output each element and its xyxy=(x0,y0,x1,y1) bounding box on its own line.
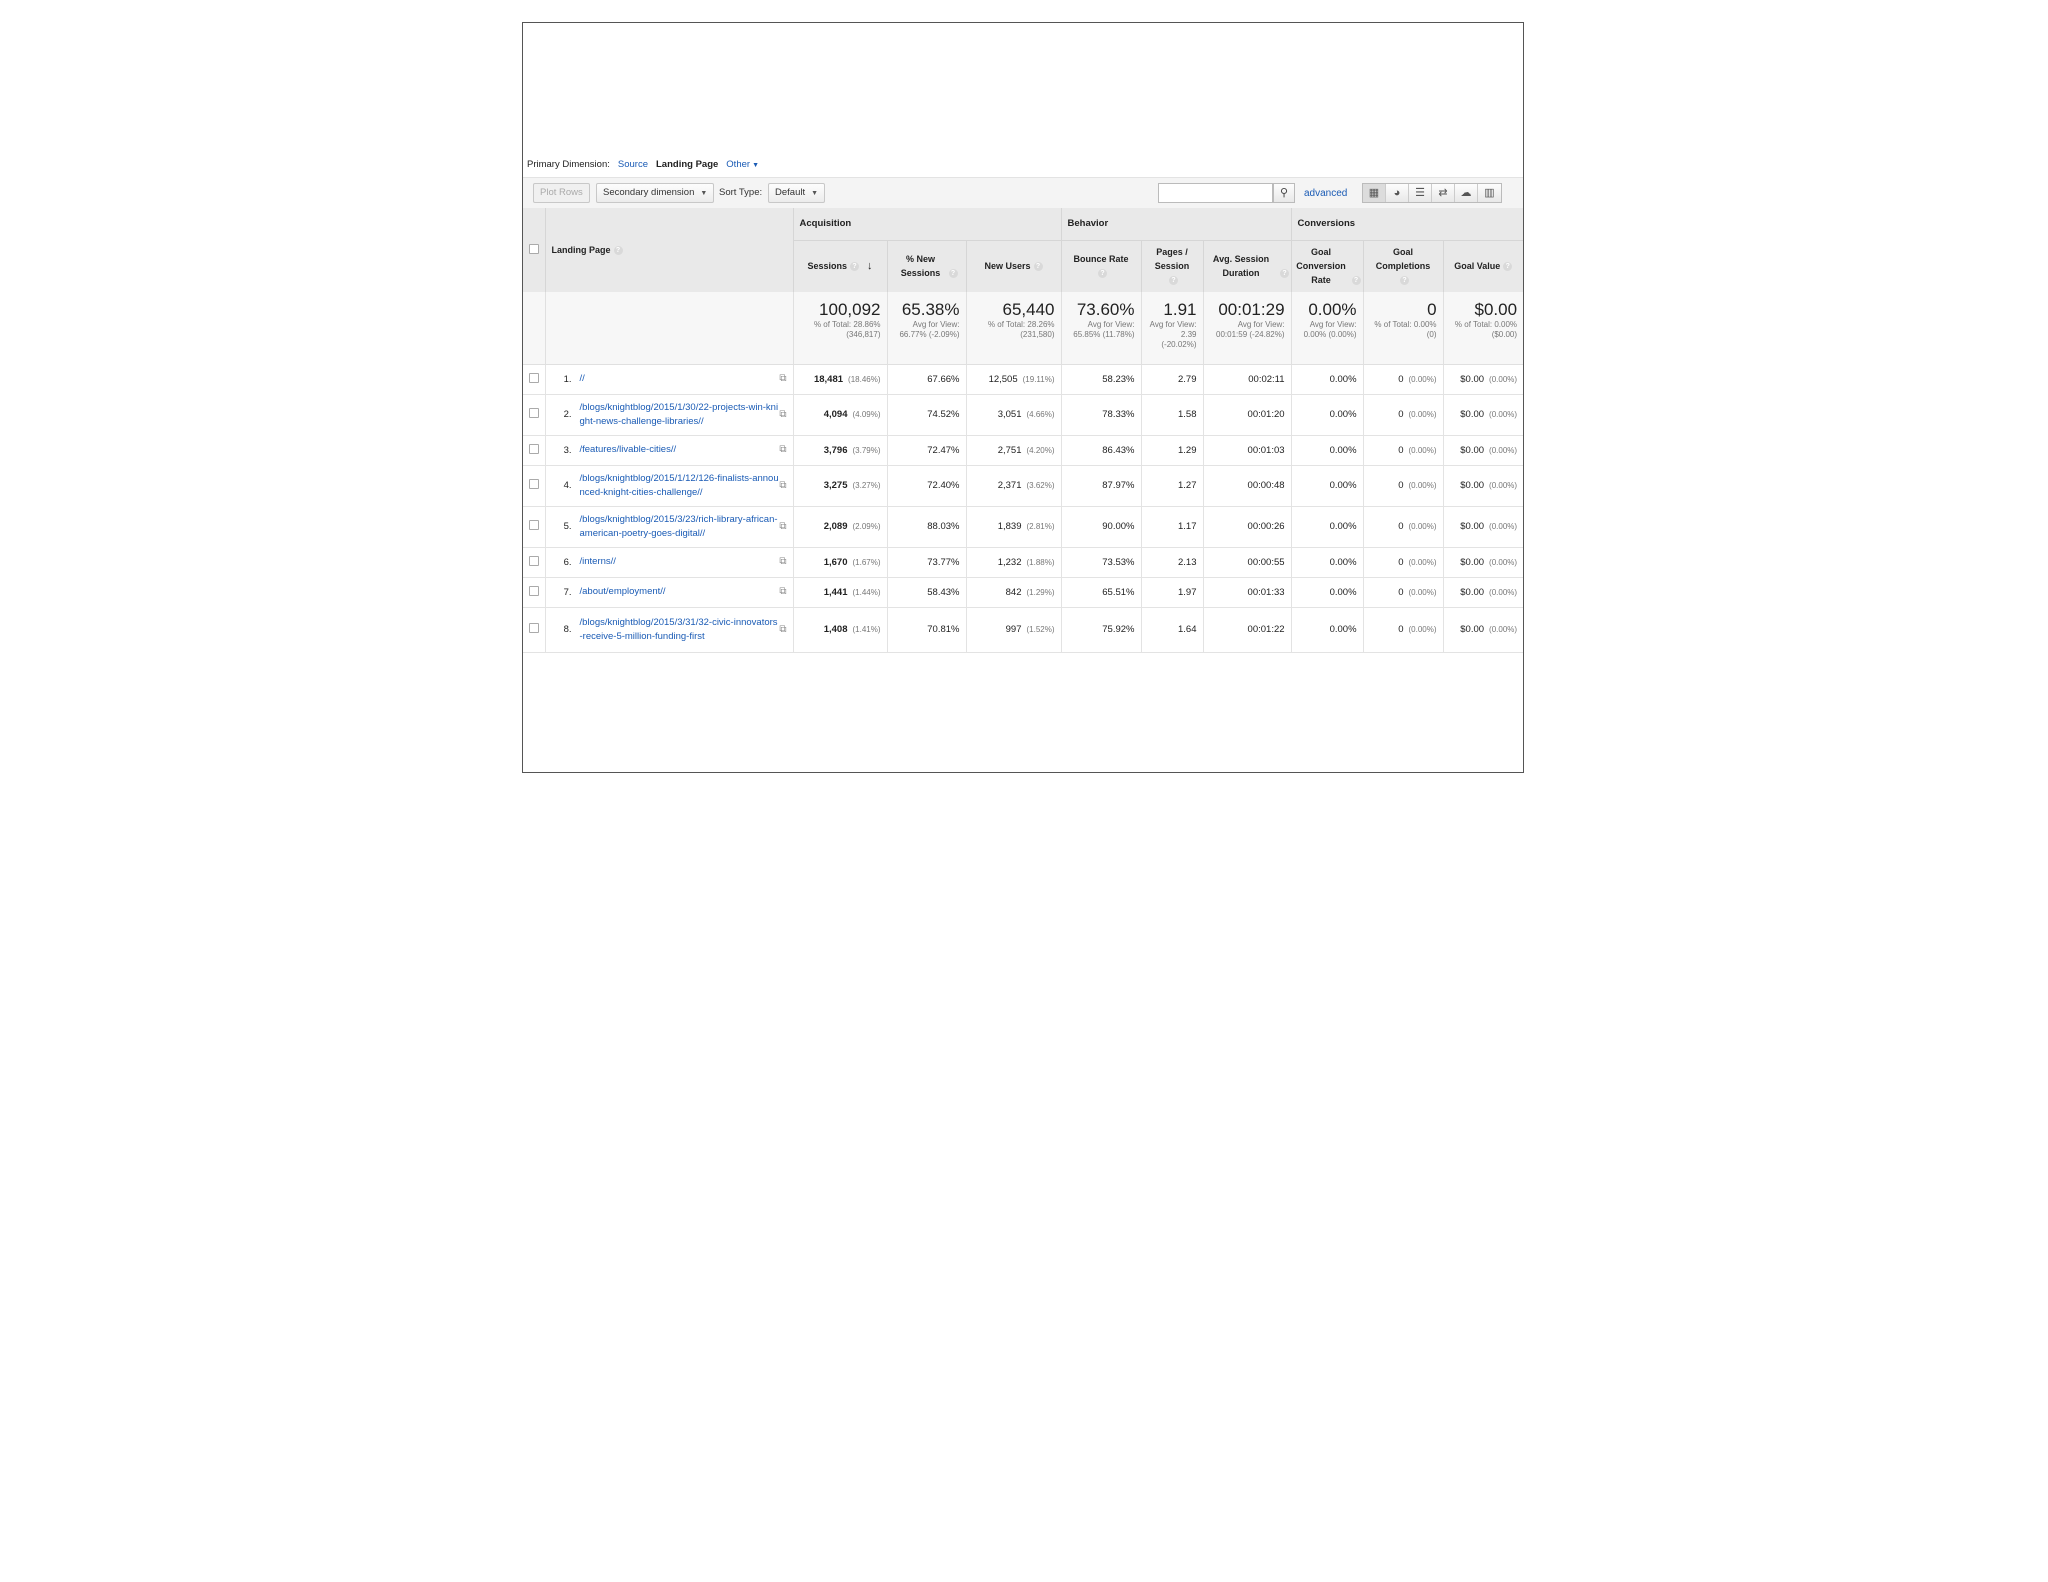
new-sessions-cell: 73.77% xyxy=(887,547,966,577)
goal-completions-value: 0 xyxy=(1398,409,1404,420)
goal-completions-cell xyxy=(1363,607,1443,652)
table-view-icon[interactable]: ▦ xyxy=(1363,184,1386,202)
row-checkbox[interactable] xyxy=(529,586,539,596)
goal-completions-cell xyxy=(1363,435,1443,465)
col-sessions-label: Sessions xyxy=(807,261,848,272)
totals-row xyxy=(523,292,1523,364)
help-icon[interactable]: ? xyxy=(949,269,958,278)
total-sub: % of Total: 28.26% (231,580) xyxy=(987,320,1055,339)
row-checkbox[interactable] xyxy=(529,408,539,418)
goal-completions-value: 0 xyxy=(1398,586,1404,598)
row-index: 1. xyxy=(563,373,572,385)
bounce-rate-cell: 87.97% xyxy=(1061,465,1141,506)
sessions-cell xyxy=(793,506,887,547)
row-checkbox-cell xyxy=(523,465,545,506)
new-users-cell xyxy=(966,394,1061,435)
pages-session-cell: 2.79 xyxy=(1141,364,1203,394)
external-link-icon[interactable]: ⧉ xyxy=(779,586,787,597)
goal-completions-pct: (0.00%) xyxy=(1408,445,1437,455)
goal-completions-pct: (0.00%) xyxy=(1408,587,1437,597)
new-sessions-cell: 88.03% xyxy=(887,506,966,547)
goal-completions-cell xyxy=(1363,506,1443,547)
sessions-cell xyxy=(793,607,887,652)
col-sessions[interactable] xyxy=(793,240,887,292)
comparison-view-icon[interactable]: ⇄ xyxy=(1432,184,1455,202)
col-avg-duration[interactable] xyxy=(1203,240,1291,292)
help-icon[interactable]: ? xyxy=(1169,276,1178,285)
landing-page-cell xyxy=(545,607,793,652)
group-behavior: Behavior xyxy=(1061,208,1291,240)
new-users-pct: (4.20%) xyxy=(1026,445,1055,455)
avg-duration-cell: 00:00:55 xyxy=(1203,547,1291,577)
row-checkbox[interactable] xyxy=(529,623,539,633)
col-bounce-rate-label: Bounce Rate xyxy=(1073,254,1129,265)
table-search-input[interactable] xyxy=(1158,183,1273,203)
dimension-other-dropdown[interactable] xyxy=(726,159,759,170)
search-button[interactable] xyxy=(1273,183,1295,203)
goal-value-cell xyxy=(1443,607,1523,652)
goal-value-pct: (0.00%) xyxy=(1489,522,1518,531)
total-goal-conversion-rate xyxy=(1291,292,1363,364)
new-users-cell xyxy=(966,435,1061,465)
col-goal-value[interactable] xyxy=(1443,240,1523,292)
new-users-cell xyxy=(966,364,1061,394)
new-users-value: 3,051 xyxy=(997,409,1022,420)
total-value: 65.38% xyxy=(901,300,960,319)
goal-value-cell xyxy=(1443,394,1523,435)
report-table xyxy=(523,208,1523,653)
external-link-icon[interactable]: ⧉ xyxy=(779,373,787,384)
col-goal-completions[interactable] xyxy=(1363,240,1443,292)
goal-value-cell xyxy=(1443,547,1523,577)
new-users-value: 2,751 xyxy=(997,444,1022,456)
row-checkbox-cell xyxy=(523,364,545,394)
sessions-value: 3,275 xyxy=(823,480,848,491)
landing-page-link[interactable]: /interns// xyxy=(579,556,616,567)
goal-completions-pct: (0.00%) xyxy=(1408,410,1437,419)
pages-session-cell: 1.27 xyxy=(1141,465,1203,506)
row-checkbox-cell xyxy=(523,394,545,435)
goal-conversion-rate-cell: 0.00% xyxy=(1291,435,1363,465)
col-goal-completions-label: Goal Completions xyxy=(1375,247,1431,272)
sessions-pct: (3.79%) xyxy=(852,445,881,455)
goal-conversion-rate-cell: 0.00% xyxy=(1291,506,1363,547)
avg-duration-cell: 00:00:26 xyxy=(1203,506,1291,547)
pages-session-cell: 1.29 xyxy=(1141,435,1203,465)
goal-value-value: $0.00 xyxy=(1460,373,1485,385)
totals-spacer xyxy=(523,292,545,364)
row-checkbox-cell xyxy=(523,506,545,547)
new-users-pct: (1.88%) xyxy=(1026,557,1055,567)
total-sub: Avg for View: 65.85% (11.78%) xyxy=(1073,320,1135,339)
col-new-users[interactable] xyxy=(966,240,1061,292)
goal-value-value: $0.00 xyxy=(1460,586,1485,598)
avg-duration-cell: 00:01:20 xyxy=(1203,394,1291,435)
goal-conversion-rate-cell: 0.00% xyxy=(1291,547,1363,577)
total-value: 0 xyxy=(1427,300,1437,319)
group-acquisition: Acquisition xyxy=(793,208,1061,240)
goal-value-cell xyxy=(1443,435,1523,465)
row-index: 5. xyxy=(563,521,572,532)
sort-type-dropdown[interactable] xyxy=(768,183,825,203)
new-users-value: 842 xyxy=(1005,586,1022,598)
goal-value-pct: (0.00%) xyxy=(1489,410,1518,419)
select-all-checkbox[interactable] xyxy=(529,244,539,254)
row-checkbox-cell xyxy=(523,435,545,465)
total-sub: Avg for View: 66.77% (-2.09%) xyxy=(899,320,960,339)
goal-value-cell xyxy=(1443,465,1523,506)
col-new-sessions-label: % New Sessions xyxy=(900,254,941,279)
new-users-cell xyxy=(966,547,1061,577)
landing-page-header[interactable] xyxy=(545,208,793,292)
avg-duration-cell: 00:00:48 xyxy=(1203,465,1291,506)
new-users-value: 997 xyxy=(1005,624,1022,635)
row-checkbox-cell xyxy=(523,577,545,607)
goal-completions-value: 0 xyxy=(1398,373,1404,385)
report-toolbar xyxy=(523,177,1523,208)
total-avg-duration xyxy=(1203,292,1291,364)
col-goal-value-label: Goal Value xyxy=(1454,261,1501,272)
goal-completions-cell xyxy=(1363,364,1443,394)
help-icon[interactable]: ? xyxy=(1400,276,1409,285)
sessions-cell xyxy=(793,364,887,394)
landing-page-cell xyxy=(545,547,793,577)
primary-dimension-label: Primary Dimension: xyxy=(527,159,610,170)
table-row xyxy=(523,607,1523,652)
bounce-rate-cell: 65.51% xyxy=(1061,577,1141,607)
total-value: $0.00 xyxy=(1474,300,1518,319)
goal-completions-pct: (0.00%) xyxy=(1408,522,1437,531)
primary-dimension-bar xyxy=(527,159,759,170)
external-link-icon[interactable]: ⧉ xyxy=(779,479,787,491)
new-users-pct: (1.52%) xyxy=(1026,625,1055,634)
total-value: 100,092 xyxy=(819,300,881,319)
sessions-pct: (18.46%) xyxy=(848,374,881,384)
goal-completions-value: 0 xyxy=(1398,556,1404,568)
avg-duration-cell: 00:01:33 xyxy=(1203,577,1291,607)
pages-session-cell: 1.97 xyxy=(1141,577,1203,607)
landing-page-cell xyxy=(545,435,793,465)
sessions-value: 18,481 xyxy=(813,373,844,385)
new-users-pct: (3.62%) xyxy=(1026,481,1055,490)
bounce-rate-cell: 73.53% xyxy=(1061,547,1141,577)
sort-desc-icon: ↓ xyxy=(867,260,873,273)
secondary-dimension-label: Secondary dimension xyxy=(603,187,695,198)
goal-value-value: $0.00 xyxy=(1460,409,1485,420)
help-icon[interactable]: ? xyxy=(850,262,859,271)
new-sessions-cell: 72.47% xyxy=(887,435,966,465)
sessions-pct: (1.41%) xyxy=(852,625,881,634)
sessions-value: 1,441 xyxy=(823,586,848,598)
goal-value-value: $0.00 xyxy=(1460,444,1485,456)
new-users-cell xyxy=(966,607,1061,652)
table-row xyxy=(523,364,1523,394)
term-cloud-icon[interactable]: ☁ xyxy=(1455,184,1478,202)
sort-type-value: Default xyxy=(775,187,806,198)
help-icon[interactable]: ? xyxy=(1503,262,1512,271)
chevron-down-icon: ▼ xyxy=(752,162,759,169)
goal-conversion-rate-cell: 0.00% xyxy=(1291,577,1363,607)
goal-completions-cell xyxy=(1363,577,1443,607)
total-sub: % of Total: 0.00% ($0.00) xyxy=(1454,320,1518,339)
goal-completions-value: 0 xyxy=(1398,444,1404,456)
goal-completions-cell xyxy=(1363,547,1443,577)
goal-conversion-rate-cell: 0.00% xyxy=(1291,607,1363,652)
view-switcher xyxy=(1362,183,1502,203)
goal-value-cell xyxy=(1443,577,1523,607)
row-checkbox[interactable] xyxy=(529,373,539,383)
pages-session-cell: 2.13 xyxy=(1141,547,1203,577)
row-checkbox[interactable] xyxy=(529,520,539,530)
sessions-pct: (1.67%) xyxy=(852,557,881,567)
new-sessions-cell: 70.81% xyxy=(887,607,966,652)
goal-conversion-rate-cell: 0.00% xyxy=(1291,364,1363,394)
total-sub: Avg for View: 0.00% (0.00%) xyxy=(1303,320,1357,339)
goal-value-value: $0.00 xyxy=(1460,556,1485,568)
table-row xyxy=(523,435,1523,465)
total-goal-value xyxy=(1443,292,1523,364)
bounce-rate-cell: 75.92% xyxy=(1061,607,1141,652)
dimension-source-link[interactable]: Source xyxy=(617,159,648,170)
goal-value-pct: (0.00%) xyxy=(1489,587,1518,597)
row-index: 7. xyxy=(563,586,572,598)
col-bounce-rate[interactable] xyxy=(1061,240,1141,292)
pivot-view-icon[interactable]: ▥ xyxy=(1484,187,1495,199)
external-link-icon[interactable]: ⧉ xyxy=(779,444,787,455)
pages-session-cell: 1.58 xyxy=(1141,394,1203,435)
total-sub: % of Total: 28.86% (346,817) xyxy=(813,320,881,339)
goal-value-pct: (0.00%) xyxy=(1489,557,1518,567)
table-row xyxy=(523,465,1523,506)
totals-spacer xyxy=(545,292,793,364)
landing-page-link[interactable]: // xyxy=(579,373,585,384)
new-users-value: 1,232 xyxy=(997,556,1022,568)
help-icon[interactable]: ? xyxy=(1352,276,1361,285)
new-sessions-cell: 67.66% xyxy=(887,364,966,394)
sessions-cell xyxy=(793,394,887,435)
new-users-pct: (2.81%) xyxy=(1026,522,1055,531)
dimension-landing-page[interactable]: Landing Page xyxy=(656,159,719,170)
sessions-pct: (2.09%) xyxy=(852,522,881,531)
avg-duration-cell: 00:01:03 xyxy=(1203,435,1291,465)
advanced-filter-link[interactable]: advanced xyxy=(1304,188,1348,199)
table-row xyxy=(523,394,1523,435)
sessions-value: 1,408 xyxy=(823,624,848,635)
sessions-value: 4,094 xyxy=(823,409,848,420)
bounce-rate-cell: 86.43% xyxy=(1061,435,1141,465)
goal-completions-value: 0 xyxy=(1398,624,1404,635)
total-value: 65,440 xyxy=(1002,300,1055,319)
goal-value-pct: (0.00%) xyxy=(1489,374,1518,384)
landing-page-link[interactable]: /about/employment// xyxy=(579,586,666,597)
goal-value-pct: (0.00%) xyxy=(1489,445,1518,455)
total-bounce-rate xyxy=(1061,292,1141,364)
help-icon[interactable]: ? xyxy=(1280,269,1289,278)
sessions-pct: (4.09%) xyxy=(852,410,881,419)
new-users-pct: (4.66%) xyxy=(1026,410,1055,419)
goal-completions-pct: (0.00%) xyxy=(1408,557,1437,567)
sessions-cell xyxy=(793,547,887,577)
new-users-cell xyxy=(966,577,1061,607)
new-sessions-cell: 72.40% xyxy=(887,465,966,506)
landing-page-link[interactable]: /blogs/knightblog/2015/1/12/126-finalists-announced-knight-cities-challenge// xyxy=(579,472,779,498)
goal-completions-pct: (0.00%) xyxy=(1408,481,1437,490)
landing-page-link[interactable]: /blogs/knightblog/2015/3/31/32-civic-innovators-receive-5-million-funding-first xyxy=(579,616,778,642)
chevron-down-icon: ▼ xyxy=(811,190,819,197)
help-icon[interactable]: ? xyxy=(1034,262,1043,271)
row-checkbox[interactable] xyxy=(529,444,539,454)
new-sessions-cell: 74.52% xyxy=(887,394,966,435)
row-index: 2. xyxy=(563,409,572,420)
total-new-sessions xyxy=(887,292,966,364)
row-index: 4. xyxy=(563,480,572,491)
avg-duration-cell: 00:01:22 xyxy=(1203,607,1291,652)
table-row xyxy=(523,547,1523,577)
landing-page-header-label: Landing Page xyxy=(551,244,611,255)
total-value: 1.91 xyxy=(1163,300,1197,319)
group-conversions: Conversions xyxy=(1291,208,1523,240)
goal-completions-value: 0 xyxy=(1398,521,1404,532)
landing-page-link[interactable]: /blogs/knightblog/2015/3/23/rich-library-african-american-poetry-goes-digital// xyxy=(579,513,778,539)
bounce-rate-cell: 90.00% xyxy=(1061,506,1141,547)
new-sessions-cell: 58.43% xyxy=(887,577,966,607)
sessions-value: 2,089 xyxy=(823,521,848,532)
col-goal-conversion-rate-label: Goal Conversion Rate xyxy=(1296,247,1346,286)
total-value: 73.60% xyxy=(1076,300,1135,319)
total-value: 0.00% xyxy=(1308,300,1357,319)
new-users-value: 12,505 xyxy=(988,373,1018,385)
col-avg-duration-label: Avg. Session Duration xyxy=(1212,254,1270,279)
total-pages-session xyxy=(1141,292,1203,364)
row-checkbox-cell xyxy=(523,607,545,652)
sessions-value: 3,796 xyxy=(823,444,848,456)
goal-conversion-rate-cell: 0.00% xyxy=(1291,465,1363,506)
col-pages-session-label: Pages / Session xyxy=(1154,247,1190,272)
goal-value-value: $0.00 xyxy=(1460,624,1485,635)
bounce-rate-cell: 78.33% xyxy=(1061,394,1141,435)
bar-view-icon[interactable]: ☰ xyxy=(1409,184,1432,202)
sort-type-label: Sort Type: xyxy=(719,187,763,198)
landing-page-cell xyxy=(545,577,793,607)
row-checkbox[interactable] xyxy=(529,479,539,489)
external-link-icon[interactable]: ⧉ xyxy=(779,520,787,532)
row-index: 3. xyxy=(563,444,572,456)
goal-completions-pct: (0.00%) xyxy=(1408,625,1437,634)
help-icon[interactable]: ? xyxy=(614,246,623,255)
row-checkbox[interactable] xyxy=(529,556,539,566)
search-icon: ⚲ xyxy=(1279,187,1289,199)
landing-page-cell xyxy=(545,364,793,394)
goal-completions-value: 0 xyxy=(1398,480,1404,491)
col-pages-session[interactable] xyxy=(1141,240,1203,292)
new-users-pct: (19.11%) xyxy=(1022,374,1055,384)
help-icon[interactable]: ? xyxy=(1098,269,1107,278)
row-index: 6. xyxy=(563,556,572,568)
chevron-down-icon: ▼ xyxy=(700,190,708,197)
table-row xyxy=(523,577,1523,607)
col-goal-conversion-rate[interactable] xyxy=(1291,240,1363,292)
external-link-icon[interactable]: ⧉ xyxy=(779,623,787,635)
total-value: 00:01:29 xyxy=(1218,300,1285,319)
col-new-sessions[interactable] xyxy=(887,240,966,292)
goal-value-pct: (0.00%) xyxy=(1489,625,1518,634)
table-row xyxy=(523,506,1523,547)
report-frame xyxy=(522,22,1524,773)
sessions-cell xyxy=(793,577,887,607)
new-users-value: 1,839 xyxy=(997,521,1022,532)
goal-value-cell xyxy=(1443,506,1523,547)
external-link-icon[interactable]: ⧉ xyxy=(779,408,787,420)
goal-completions-cell xyxy=(1363,465,1443,506)
pages-session-cell: 1.64 xyxy=(1141,607,1203,652)
landing-page-cell xyxy=(545,465,793,506)
bounce-rate-cell: 58.23% xyxy=(1061,364,1141,394)
secondary-dimension-dropdown[interactable] xyxy=(596,183,714,203)
goal-completions-pct: (0.00%) xyxy=(1408,374,1437,384)
avg-duration-cell: 00:02:11 xyxy=(1203,364,1291,394)
row-checkbox-cell xyxy=(523,547,545,577)
col-new-users-label: New Users xyxy=(984,261,1031,272)
new-users-cell xyxy=(966,506,1061,547)
sessions-cell xyxy=(793,435,887,465)
landing-page-link[interactable]: /blogs/knightblog/2015/1/30/22-projects-win-knight-news-challenge-libraries// xyxy=(579,401,779,427)
total-new-users xyxy=(966,292,1061,364)
sessions-value: 1,670 xyxy=(823,556,848,568)
new-users-value: 2,371 xyxy=(997,480,1022,491)
new-users-pct: (1.29%) xyxy=(1026,587,1055,597)
goal-value-pct: (0.00%) xyxy=(1489,481,1518,490)
new-users-cell xyxy=(966,465,1061,506)
goal-completions-cell xyxy=(1363,394,1443,435)
total-sessions xyxy=(793,292,887,364)
total-sub: Avg for View: 2.39 (-20.02%) xyxy=(1149,320,1197,349)
landing-page-cell xyxy=(545,506,793,547)
goal-value-cell xyxy=(1443,364,1523,394)
external-link-icon[interactable]: ⧉ xyxy=(779,556,787,567)
sessions-cell xyxy=(793,465,887,506)
landing-page-link[interactable]: /features/livable-cities// xyxy=(579,444,677,455)
sessions-pct: (3.27%) xyxy=(852,481,881,490)
select-all-header xyxy=(523,208,545,292)
goal-conversion-rate-cell: 0.00% xyxy=(1291,394,1363,435)
total-goal-completions xyxy=(1363,292,1443,364)
total-sub: Avg for View: 00:01:59 (-24.82%) xyxy=(1216,320,1285,339)
pie-view-icon[interactable]: ◕ xyxy=(1386,184,1409,202)
goal-value-value: $0.00 xyxy=(1460,480,1485,491)
total-sub: % of Total: 0.00% (0) xyxy=(1374,320,1437,339)
dimension-other-label: Other xyxy=(726,159,751,170)
plot-rows-button[interactable]: Plot Rows xyxy=(533,183,590,203)
landing-page-cell xyxy=(545,394,793,435)
row-index: 8. xyxy=(563,624,572,635)
sessions-pct: (1.44%) xyxy=(852,587,881,597)
goal-value-value: $0.00 xyxy=(1460,521,1485,532)
pages-session-cell: 1.17 xyxy=(1141,506,1203,547)
